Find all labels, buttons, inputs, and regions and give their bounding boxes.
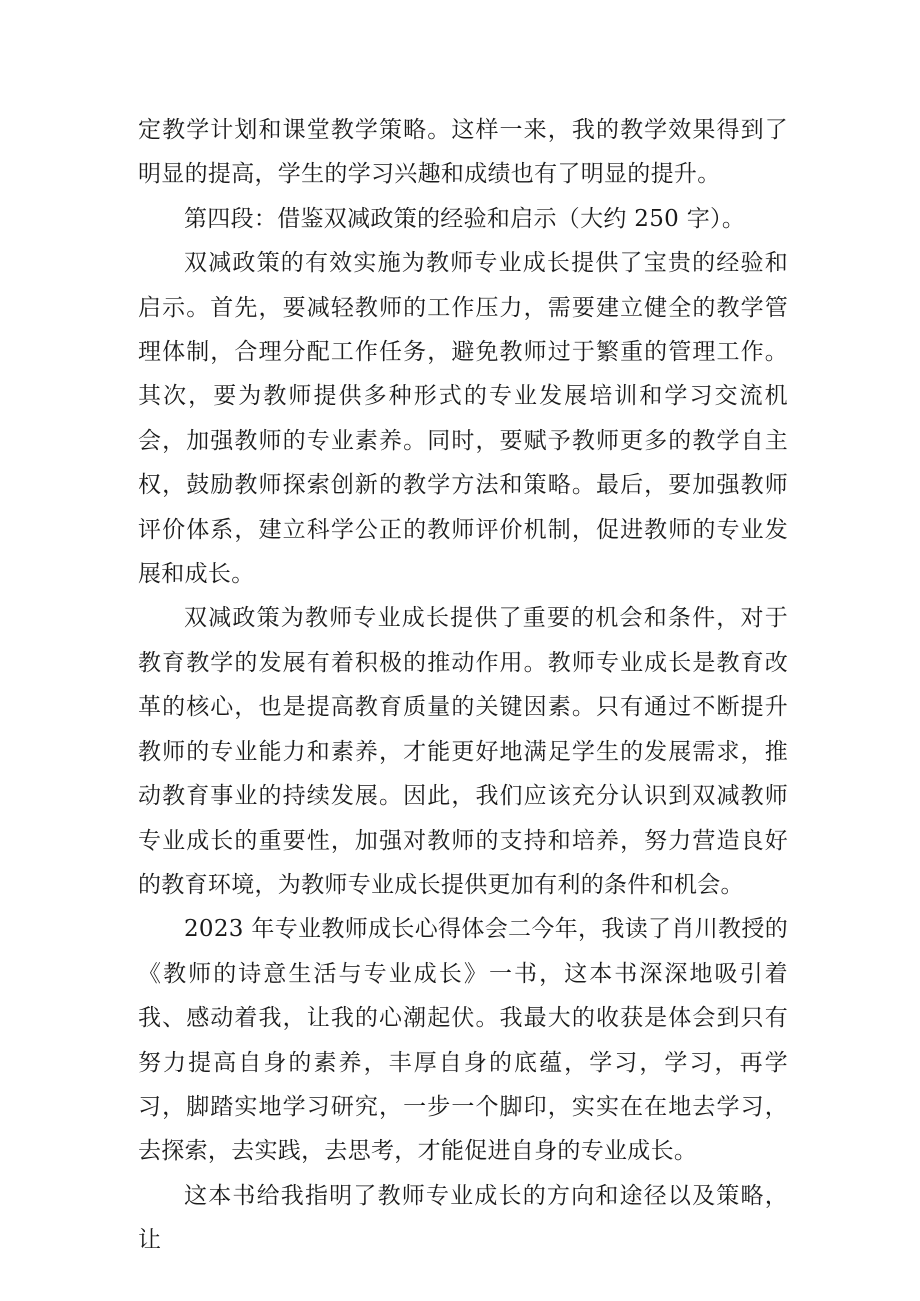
section-heading: 第四段：借鉴双减政策的经验和启示（大约 250 字）。 [184, 205, 746, 232]
paragraph: 双减政策为教师专业成长提供了重要的机会和条件，对于教育教学的发展有着积极的推动作用。教师专业成长是教育改革的核心，也是提高教育质量的关键因素。只有通过不断提升教师的专业能力和素养，才能更好地满足学生的发展需求，推动教育事业的持续发展。因此，我们应该充分认识到双减教师专业成长的重要性，加强对教师的支持和培养，努力营造良好的教育环境，为教师专业成长提供更加有利的条件和机会。 [138, 605, 788, 898]
paragraph: 2023 年专业教师成长心得体会二今年，我读了肖川教授的《教师的诗意生活与专业成长》一书，这本书深深地吸引着我、感动着我，让我的心潮起伏。我最大的收获是体会到只有努力提高自身的素养，丰厚自身的底蕴，学习，学习，再学习，脚踏实地学习研究，一步一个脚印，实实在在地去学习，去探索，去实践，去思考，才能促进自身的专业成长。 [138, 916, 788, 1165]
document-body [138, 108, 788, 1263]
paragraph: 这本书给我指明了教师专业成长的方向和途径以及策略，让 [138, 1182, 788, 1254]
paragraph: 双减政策的有效实施为教师专业成长提供了宝贵的经验和启示。首先，要减轻教师的工作压力，需要建立健全的教学管理体制，合理分配工作任务，避免教师过于繁重的管理工作。其次，要为教师提供多种形式的专业发展培训和学习交流机会，加强教师的专业素养。同时，要赋予教师更多的教学自主权，鼓励教师探索创新的教学方法和策略。最后，要加强教师评价体系，建立科学公正的教师评价机制，促进教师的专业发展和成长。 [138, 250, 788, 588]
paragraph-continuation: 定教学计划和课堂教学策略。这样一来，我的教学效果得到了明显的提高，学生的学习兴趣和成绩也有了明显的提升。 [138, 117, 788, 188]
